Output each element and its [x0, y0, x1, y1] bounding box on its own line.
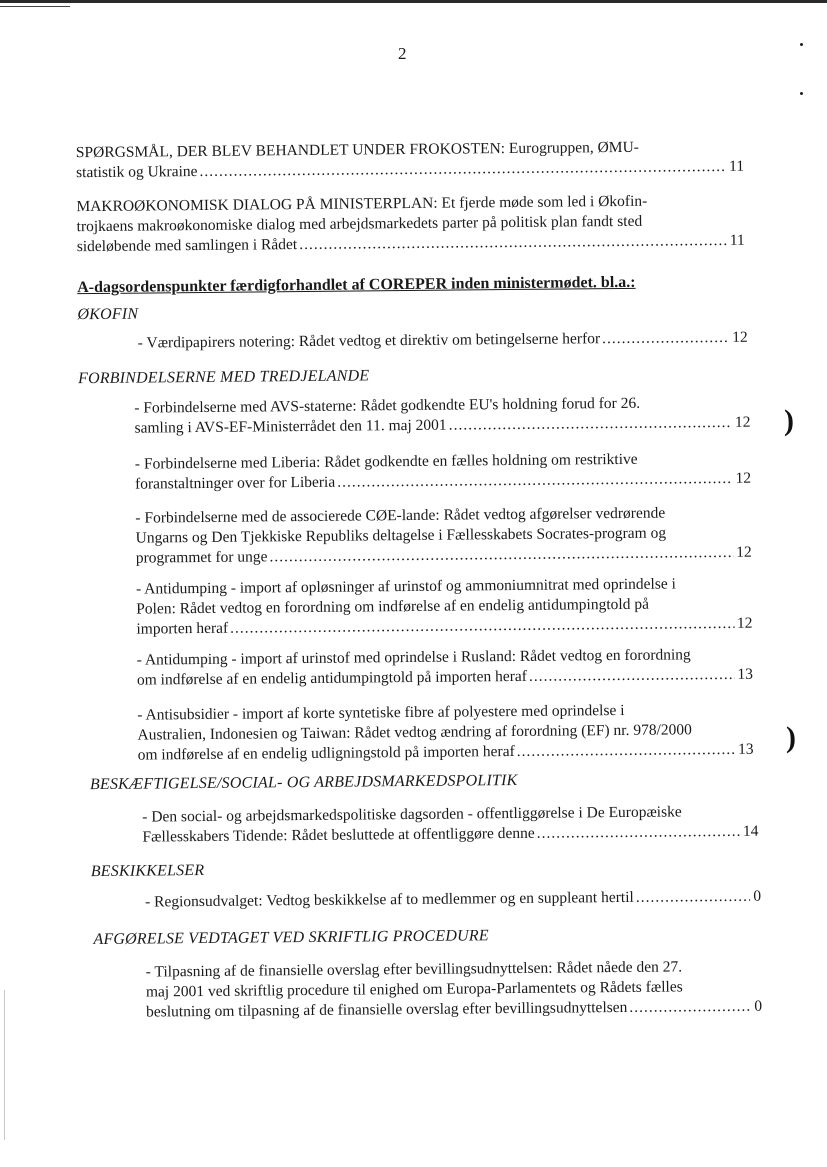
toc-item	[146, 957, 763, 1023]
group-heading: ØKOFIN	[77, 305, 139, 324]
toc-line: MAKROØKONOMISK DIALOG PÅ MINISTERPLAN: Et fjerde møde som led i Økofin-	[76, 192, 648, 216]
toc-line: beslutning om tilpasning af de finansielle overslag efter bevillingsudnyttelsen ..... 0	[146, 997, 762, 1023]
toc-page-number: 12	[735, 469, 752, 487]
group-heading: BESKÆFTIGELSE/SOCIAL- OG ARBEJDSMARKEDSPOLITIK	[89, 771, 518, 794]
toc-item	[145, 887, 761, 913]
toc-line: - Den social- og arbejdsmarkedspolitiske dagsorden - offentliggørelse i De Europæiske	[142, 803, 682, 826]
toc-page-number: 0	[754, 997, 763, 1015]
toc-page-number: 11	[729, 157, 745, 175]
toc-line: samling i AVS-EF-Ministerrådet den 11. maj 2001 ..... 12	[134, 413, 750, 439]
toc-line: - Tilpasning af de finansielle overslag efter bevillingsudnyttelsen: Rådet nåede den 27.	[145, 958, 683, 981]
group-heading: BESKIKKELSER	[90, 861, 205, 881]
toc-page-number: 14	[742, 822, 759, 840]
toc-item	[142, 802, 758, 848]
binder-hole-mark: )	[784, 404, 794, 437]
toc-line: - Forbindelserne med de associerede CØE-lande: Rådet vedtog afgørelser vedrørende	[135, 504, 666, 527]
toc-line: Australien, Indonesien og Taiwan: Rådet vedtog ændring af forordning (EF) nr. 978/2000	[137, 721, 692, 744]
toc-line: sideløbende med samlingen i Rådet ..... 11	[77, 231, 745, 257]
toc-page-number: 13	[738, 740, 754, 758]
toc-item	[135, 503, 752, 569]
toc-line: Polen: Rådet vedtog en forordning om indførelse af en endelig antidumpingtold på	[136, 595, 650, 618]
toc-item	[135, 449, 751, 495]
toc-item	[136, 574, 753, 640]
toc-line: - Forbindelserne med Liberia: Rådet godkendte en fælles holdning om restriktive	[134, 450, 638, 473]
toc-line: programmet for unge ..... 12	[136, 543, 752, 569]
toc-line: - Regionsudvalget: Vedtog beskikkelse af to medlemmer og en suppleant hertil ..... 0	[145, 887, 761, 913]
toc-item	[137, 700, 754, 766]
toc-page-number: 12	[732, 328, 748, 346]
toc-line: - Forbindelserne med AVS-staterne: Rådet godkendte EU's holdning forud for 26.	[134, 394, 641, 417]
toc-item	[76, 191, 745, 257]
toc-item	[138, 328, 748, 354]
toc-line: om indførelse af en endelig antidumpingtold på importen heraf ..... 13	[137, 665, 753, 691]
binder-hole-mark: )	[786, 721, 796, 754]
toc-line: - Antisubsidier - import af korte syntetiske fibre af polyestere med oprindelse i	[137, 701, 625, 724]
page-number: 2	[398, 44, 407, 63]
toc-line: Fællesskabers Tidende: Rådet besluttede at offentliggøre denne ..... 14	[142, 822, 758, 848]
toc-line: om indførelse af en endelig udligningstold på importen heraf ..... 13	[138, 740, 754, 766]
toc-line: - Værdipapirers notering: Rådet vedtog et direktiv om betingelserne herfor ..... 12	[138, 328, 748, 354]
toc-line: Ungarns og Den Tjekkiske Republiks deltagelse i Fællesskabets Socrates-program og	[135, 524, 667, 547]
toc-line: statistik og Ukraine ..... 11	[76, 157, 744, 183]
toc-line: trojkaens makroøkonomiske dialog med arbejdsmarkedets parter på politisk plan fandt sted	[76, 212, 643, 236]
toc-line: SPØRGSMÅL, DER BLEV BEHANDLET UNDER FROKOSTEN: Eurogruppen, ØMU-	[75, 138, 639, 162]
toc-line: - Antidumping - import af urinstof med oprindelse i Rusland: Rådet vedtog en forordning	[136, 646, 691, 669]
toc-page-number: 0	[753, 887, 762, 905]
toc-line: - Antidumping - import af opløsninger af urinstof og ammoniumnitrat med oprindelse i	[135, 575, 676, 598]
toc-item	[137, 645, 753, 691]
group-heading: AFGØRELSE VEDTAGET VED SKRIFTLIG PROCEDURE	[93, 927, 489, 949]
toc-line: importen heraf ..... 12	[136, 614, 752, 640]
toc-item	[134, 393, 750, 439]
toc-line: maj 2001 ved skriftlig procedure til enighed om Europa-Parlamentets og Rådets fælles	[145, 978, 683, 1001]
toc-page-number: 11	[729, 231, 745, 249]
toc-item	[76, 137, 744, 183]
section-heading: A-dagsordenspunkter færdigforhandlet af COREPER inden ministermødet. bl.a.:	[77, 273, 636, 297]
group-heading: FORBINDELSERNE MED TREDJELANDE	[77, 367, 370, 388]
toc-page-number: 12	[736, 614, 753, 632]
toc-page-number: 12	[734, 413, 751, 431]
toc-page-number: 12	[736, 543, 752, 561]
toc-page-number: 13	[737, 665, 754, 683]
toc-line: foranstaltninger over for Liberia ..... 12	[135, 469, 751, 495]
